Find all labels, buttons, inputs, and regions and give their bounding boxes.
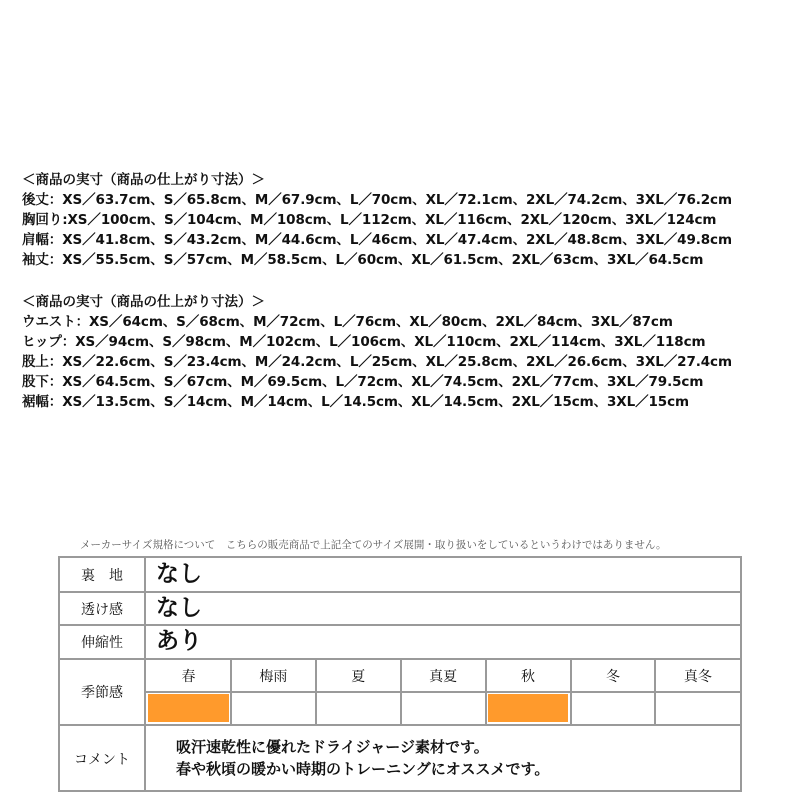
size-row-hem-width: 裾幅：XS／13.5cm、S／14cm、M／14cm、L／14.5cm、XL／14.5cm、2XL／15cm、3XL／15cm bbox=[22, 394, 689, 410]
season-indicator-7 bbox=[657, 694, 738, 722]
season-indicator-5 bbox=[488, 694, 569, 722]
season-indicator-6 bbox=[573, 694, 654, 722]
season-indicator-3 bbox=[318, 694, 399, 722]
season-name-5: 秋 bbox=[521, 668, 536, 685]
size-row-hip: ヒップ：XS／94cm、S／98cm、M／102cm、L／106cm、XL／110cm、2XL／114cm、3XL／118cm bbox=[22, 334, 706, 350]
season-name-6: 冬 bbox=[605, 668, 620, 685]
lining-value: なし bbox=[156, 561, 202, 587]
season-name-1: 春 bbox=[181, 668, 196, 685]
season-indicator-2 bbox=[233, 694, 314, 722]
top-size-header: ＜商品の実寸（商品の仕上がり寸法）＞ bbox=[22, 172, 265, 188]
season-name-3: 夏 bbox=[351, 668, 366, 685]
bottom-size-block bbox=[22, 292, 732, 412]
comment-line-1: 吸汗速乾性に優れたドライジャージ素材です。 bbox=[176, 738, 489, 756]
size-row-waist: ウエスト：XS／64cm、S／68cm、M／72cm、L／76cm、XL／80cm、2XL／84cm、3XL／87cm bbox=[22, 314, 673, 330]
season-mid-divider bbox=[146, 691, 740, 693]
bottom-size-header: ＜商品の実寸（商品の仕上がり寸法）＞ bbox=[22, 294, 265, 310]
spec-table bbox=[58, 556, 742, 792]
season-name-2: 梅雨 bbox=[259, 668, 288, 685]
size-row-inseam: 股下：XS／64.5cm、S／67cm、M／69.5cm、L／72cm、XL／74.5cm、2XL／77cm、3XL／79.5cm bbox=[22, 374, 704, 390]
lining-label: 裏 地 bbox=[60, 558, 146, 591]
season-name-7: 真冬 bbox=[683, 668, 712, 685]
comment-label: コメント bbox=[60, 726, 146, 792]
size-notice: メーカーサイズ規格について こちらの販売商品で上記全てのサイズ展開・取り扱いをしているというわけではありません。 bbox=[80, 539, 667, 551]
comment-line-2: 春や秋頃の暖かい時期のトレーニングにオススメです。 bbox=[176, 760, 550, 778]
stretch-value: あり bbox=[156, 628, 202, 654]
row-divider bbox=[60, 591, 740, 593]
row-divider bbox=[60, 724, 740, 726]
size-row-sleeve: 袖丈：XS／55.5cm、S／57cm、M／58.5cm、L／60cm、XL／61.5cm、2XL／63cm、3XL／64.5cm bbox=[22, 252, 704, 268]
sheer-value: なし bbox=[156, 595, 202, 621]
season-indicator-1 bbox=[148, 694, 229, 722]
row-divider bbox=[60, 624, 740, 626]
season-indicator-4 bbox=[403, 694, 484, 722]
size-row-rise: 股上：XS／22.6cm、S／23.4cm、M／24.2cm、L／25cm、XL／25.8cm、2XL／26.6cm、3XL／27.4cm bbox=[22, 354, 732, 370]
sheer-label: 透け感 bbox=[60, 593, 146, 624]
size-row-shoulder: 肩幅：XS／41.8cm、S／43.2cm、M／44.6cm、L／46cm、XL／47.4cm、2XL／48.8cm、3XL／49.8cm bbox=[22, 232, 732, 248]
comment-text bbox=[176, 736, 549, 780]
season-label: 季節感 bbox=[60, 660, 146, 724]
season-name-4: 真夏 bbox=[429, 668, 458, 685]
size-row-back-length: 後丈：XS／63.7cm、S／65.8cm、M／67.9cm、L／70cm、XL／72.1cm、2XL／74.2cm、3XL／76.2cm bbox=[22, 192, 732, 208]
stretch-label: 伸縮性 bbox=[60, 626, 146, 658]
size-row-chest: 胸回り:XS／100cm、S／104cm、M／108cm、L／112cm、XL／116cm、2XL／120cm、3XL／124cm bbox=[22, 212, 717, 228]
top-size-block bbox=[22, 170, 732, 270]
